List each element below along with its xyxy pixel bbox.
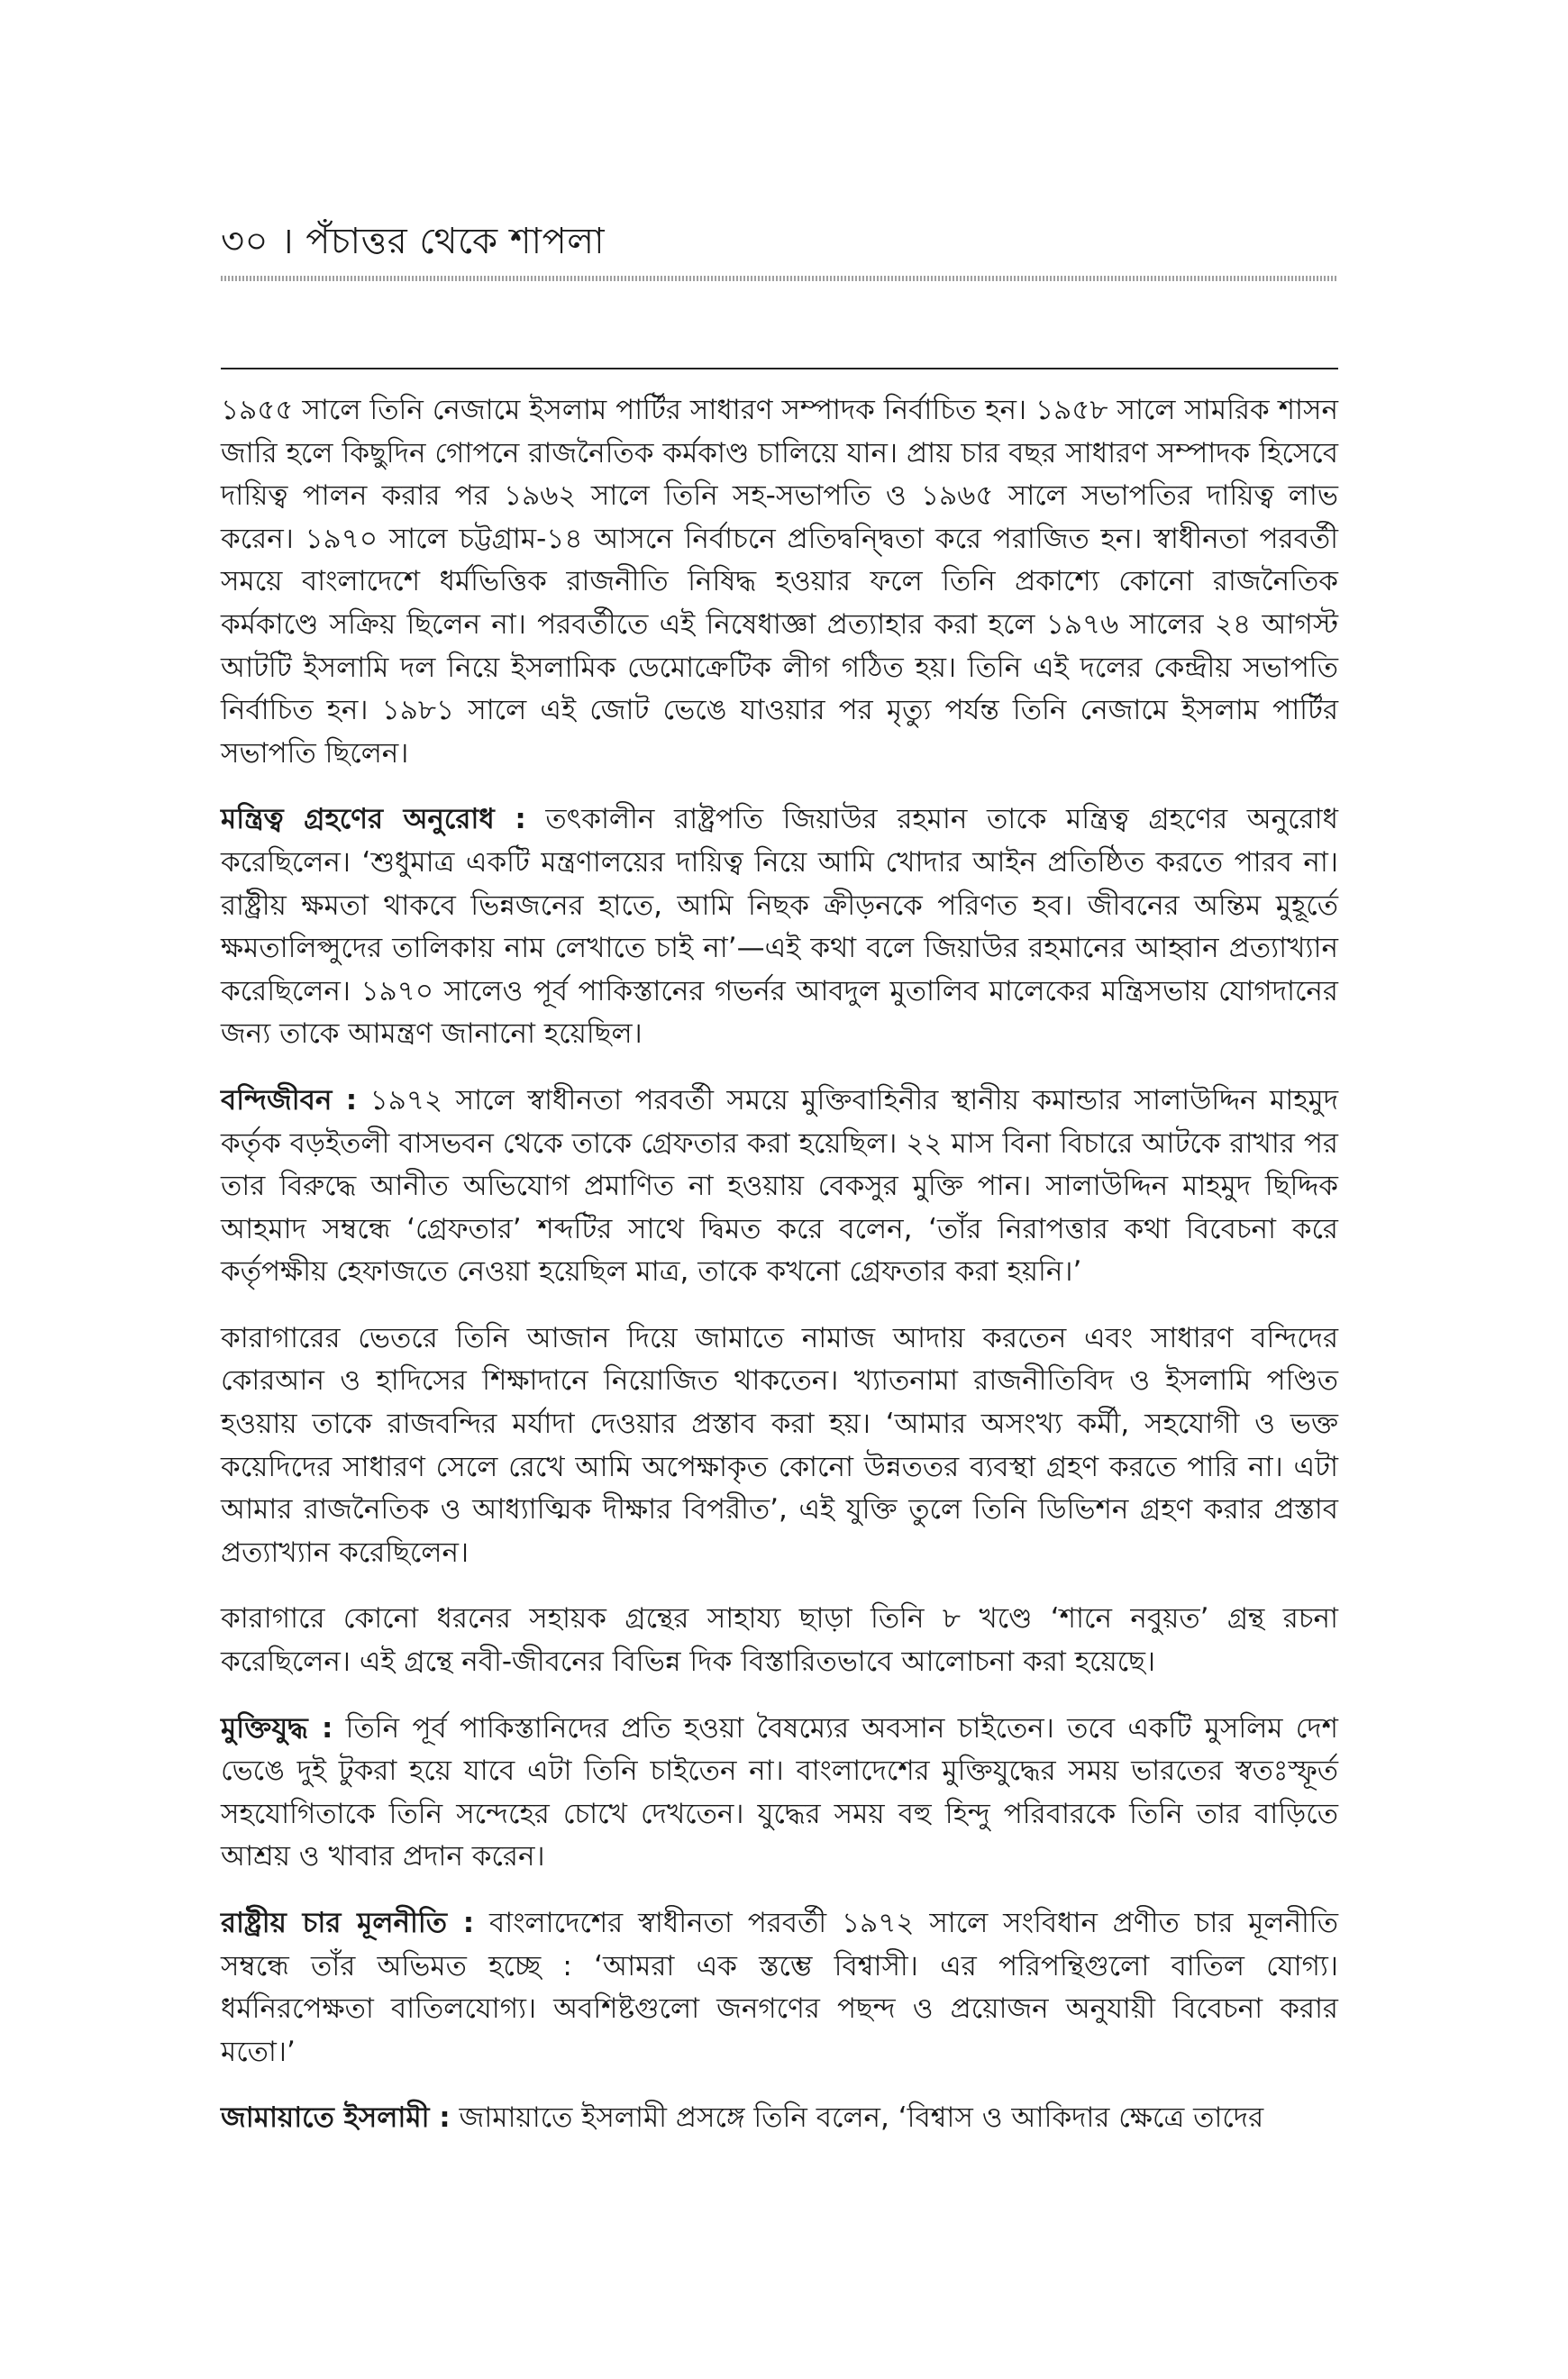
paragraph-heading: মুক্তিযুদ্ধ : bbox=[221, 1711, 333, 1745]
paragraph-jamaat bbox=[221, 2097, 1338, 2140]
header-dotted-rule bbox=[221, 276, 1338, 281]
paragraph-heading: জামায়াতে ইসলামী : bbox=[221, 2101, 451, 2135]
paragraph-text: কারাগারে কোনো ধরনের সহায়ক গ্রন্থের সাহায্য ছাড়া তিনি ৮ খণ্ডে ‘শানে নবুয়ত’ গ্রন্থ রচনা করেছিলেন। এই গ্রন্থে নবী-জীবনের বিভিন্ন দিক বিস্তারিতভাবে আলোচনা করা হয়েছে। bbox=[221, 1602, 1338, 1679]
section-top-rule bbox=[221, 368, 1338, 369]
paragraph-prison-life bbox=[221, 1317, 1338, 1575]
header-separator: । bbox=[280, 221, 295, 262]
page-body bbox=[221, 389, 1338, 2164]
page-number: ৩০ bbox=[221, 221, 269, 262]
paragraph-text: ১৯৭২ সালে স্বাধীনতা পরবর্তী সময়ে মুক্তিবাহিনীর স্থানীয় কমান্ডার সালাউদ্দিন মাহমুদ কর্তৃক বড়ইতলী বাসভবন থেকে তাকে গ্রেফতার করা হয়েছিল। ২২ মাস বিনা বিচারে আটকে রাখার পর তার বিরুদ্ধে আনীত অভিযোগ প্রমাণিত না হওয়ায় বেকসুর মুক্তি পান। সালাউদ্দিন মাহমুদ ছিদ্দিক আহমাদ সম্বন্ধে ‘গ্রেফতার’ শব্দটির সাথে দ্বিমত করে বলেন, ‘তাঁর নিরাপত্তার কথা বিবেচনা করে কর্তৃপক্ষীয় হেফাজতে নেওয়া হয়েছিল মাত্র, তাকে কখনো গ্রেফতার করা হয়নি।’ bbox=[221, 1083, 1338, 1289]
paragraph-text: তিনি পূর্ব পাকিস্তানিদের প্রতি হওয়া বৈষম্যের অবসান চাইতেন। তবে একটি মুসলিম দেশ ভেঙে দুই টুকরা হয়ে যাবে এটা তিনি চাইতেন না। বাংলাদেশের মুক্তিযুদ্ধের সময় ভারতের স্বতঃস্ফূর্ত সহযোগিতাকে তিনি সন্দেহের চোখে দেখতেন। যুদ্ধের সময় বহু হিন্দু পরিবারকে তিনি তার বাড়িতে আশ্রয় ও খাবার প্রদান করেন। bbox=[221, 1711, 1338, 1873]
running-header bbox=[221, 214, 1338, 281]
paragraph-text: জামায়াতে ইসলামী প্রসঙ্গে তিনি বলেন, ‘বিশ্বাস ও আকিদার ক্ষেত্রে তাদের bbox=[450, 2101, 1264, 2135]
paragraph-imprisonment bbox=[221, 1080, 1338, 1294]
paragraph-ministry-offer bbox=[221, 798, 1338, 1056]
book-title: পঁচাত্তর থেকে শাপলা bbox=[305, 221, 606, 262]
paragraph-party-career bbox=[221, 389, 1338, 775]
paragraph-state-principles bbox=[221, 1902, 1338, 2074]
paragraph-heading: রাষ্ট্রীয় চার মূলনীতি : bbox=[221, 1907, 475, 1939]
paragraph-heading: বন্দিজীবন : bbox=[221, 1083, 358, 1117]
paragraph-text: ১৯৫৫ সালে তিনি নেজামে ইসলাম পার্টির সাধারণ সম্পাদক নির্বাচিত হন। ১৯৫৮ সালে সামরিক শাসন জারি হলে কিছুদিন গোপনে রাজনৈতিক কর্মকাণ্ড চালিয়ে যান। প্রায় চার বছর সাধারণ সম্পাদক হিসেবে দায়িত্ব পালন করার পর ১৯৬২ সালে তিনি সহ-সভাপতি ও ১৯৬৫ সালে সভাপতির দায়িত্ব লাভ করেন। ১৯৭০ সালে চট্টগ্রাম-১৪ আসনে নির্বাচনে প্রতিদ্বন্দ্বিতা করে পরাজিত হন। স্বাধীনতা পরবর্তী সময়ে বাংলাদেশে ধর্মভিত্তিক রাজনীতি নিষিদ্ধ হওয়ার ফলে তিনি প্রকাশ্যে কোনো রাজনৈতিক কর্মকাণ্ডে সক্রিয় ছিলেন না। পরবর্তীতে এই নিষেধাজ্ঞা প্রত্যাহার করা হলে ১৯৭৬ সালের ২৪ আগস্ট আটটি ইসলামি দল নিয়ে ইসলামিক ডেমোক্রেটিক লীগ গঠিত হয়। তিনি এই দলের কেন্দ্রীয় সভাপতি নির্বাচিত হন। ১৯৮১ সালে এই জোট ভেঙে যাওয়ার পর মৃত্যু পর্যন্ত তিনি নেজামে ইসলাম পার্টির সভাপতি ছিলেন। bbox=[221, 394, 1338, 770]
paragraph-book-writing bbox=[221, 1598, 1338, 1683]
paragraph-heading: মন্ত্রিত্ব গ্রহণের অনুরোধ : bbox=[221, 803, 526, 836]
header-line bbox=[221, 214, 1338, 269]
paragraph-liberation-war bbox=[221, 1708, 1338, 1879]
paragraph-text: বাংলাদেশের স্বাধীনতা পরবর্তী ১৯৭২ সালে সংবিধান প্রণীত চার মূলনীতি সম্বন্ধে তাঁর অভিমত হচ্ছে : ‘আমরা এক স্তম্ভে বিশ্বাসী। এর পরিপন্থিগুলো বাতিল যোগ্য। ধর্মনিরপেক্ষতা বাতিলযোগ্য। অবশিষ্টগুলো জনগণের পছন্দ ও প্রয়োজন অনুযায়ী বিবেচনা করার মতো।’ bbox=[221, 1907, 1338, 2068]
paragraph-text: তৎকালীন রাষ্ট্রপতি জিয়াউর রহমান তাকে মন্ত্রিত্ব গ্রহণের অনুরোধ করেছিলেন। ‘শুধুমাত্র একটি মন্ত্রণালয়ের দায়িত্ব নিয়ে আমি খোদার আইন প্রতিষ্ঠিত করতে পারব না। রাষ্ট্রীয় ক্ষমতা থাকবে ভিন্নজনের হাতে, আমি নিছক ক্রীড়নকে পরিণত হব। জীবনের অন্তিম মুহূর্তে ক্ষমতালিপ্সুদের তালিকায় নাম লেখাতে চাই না’—এই কথা বলে জিয়াউর রহমানের আহ্বান প্রত্যাখ্যান করেছিলেন। ১৯৭০ সালেও পূর্ব পাকিস্তানের গভর্নর আবদুল মুতালিব মালেকের মন্ত্রিসভায় যোগদানের জন্য তাকে আমন্ত্রণ জানানো হয়েছিল। bbox=[221, 803, 1338, 1051]
paragraph-text: কারাগারের ভেতরে তিনি আজান দিয়ে জামাতে নামাজ আদায় করতেন এবং সাধারণ বন্দিদের কোরআন ও হাদিসের শিক্ষাদানে নিয়োজিত থাকতেন। খ্যাতনামা রাজনীতিবিদ ও ইসলামি পণ্ডিত হওয়ায় তাকে রাজবন্দির মর্যাদা দেওয়ার প্রস্তাব করা হয়। ‘আমার অসংখ্য কর্মী, সহযোগী ও ভক্ত কয়েদিদের সাধারণ সেলে রেখে আমি অপেক্ষাকৃত কোনো উন্নততর ব্যবস্থা গ্রহণ করতে পারি না। এটা আমার রাজনৈতিক ও আধ্যাত্মিক দীক্ষার বিপরীত’, এই যুক্তি তুলে তিনি ডিভিশন গ্রহণ করার প্রস্তাব প্রত্যাখ্যান করেছিলেন। bbox=[221, 1321, 1338, 1569]
